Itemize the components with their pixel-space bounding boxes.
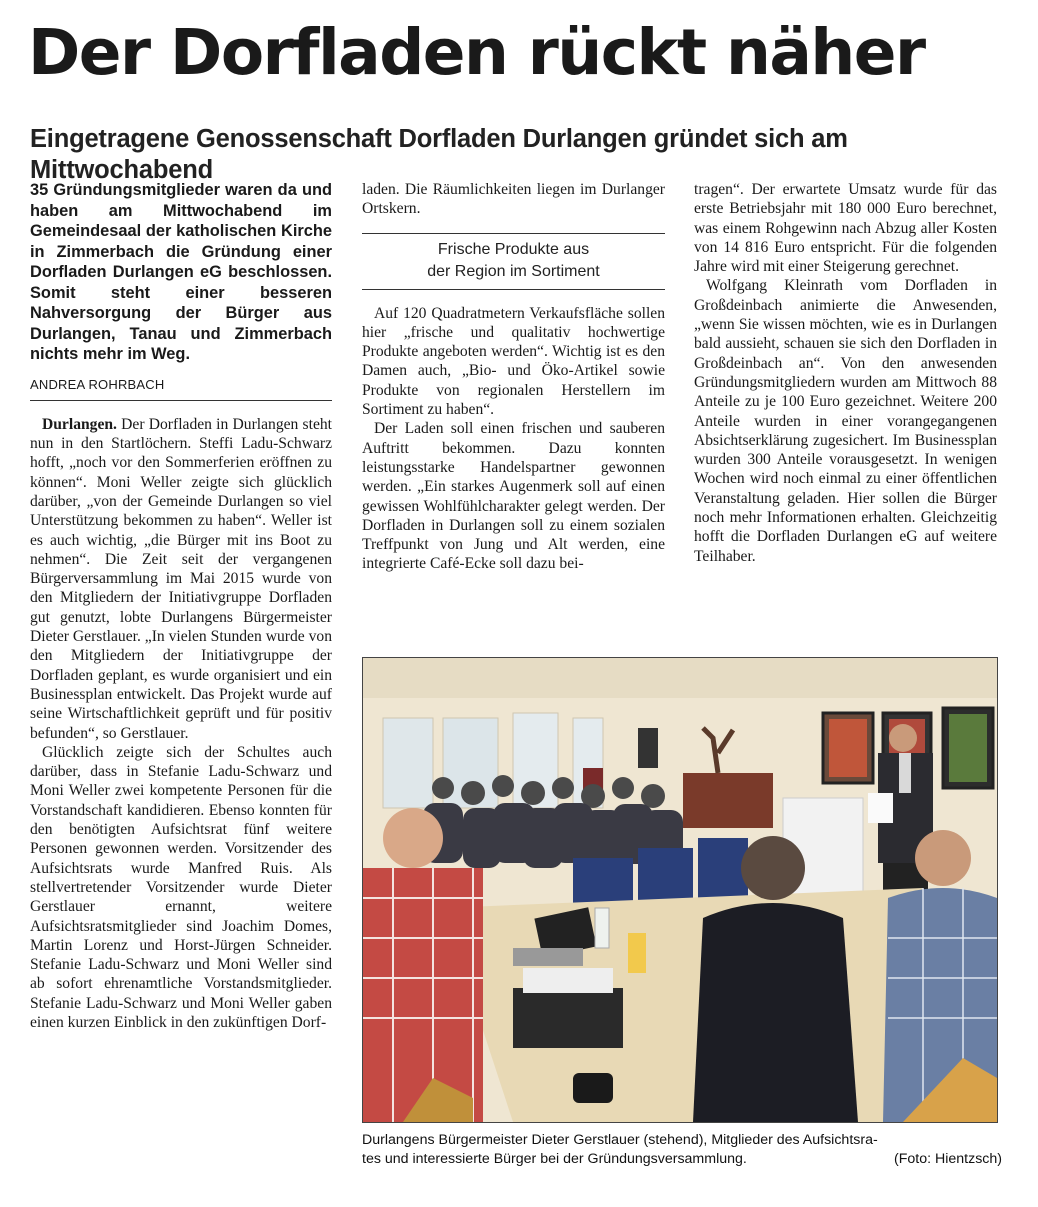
dateline: Durlangen. bbox=[42, 415, 117, 433]
meeting-photo-illustration bbox=[363, 658, 997, 1122]
crosshead-line: Frische Produkte aus bbox=[437, 240, 590, 258]
article-column-3 bbox=[694, 180, 997, 566]
body-paragraph bbox=[30, 415, 332, 743]
body-paragraph: Auf 120 Quadratmetern Verkaufsfläche sollen hier „frische und qualitativ hochwertige Produkte angeboten werden“. Wichtig ist es den Damen auch, „Bio- und Öko-Artikel sowie Produkte von regionalen Herstellern im Sortiment zu haben“. bbox=[362, 304, 665, 419]
article-column-1 bbox=[30, 180, 332, 1032]
author-byline: ANDREA ROHRBACH bbox=[30, 375, 332, 401]
lead-paragraph: 35 Gründungsmitglieder waren da und haben am Mittwochabend im Gemeindesaal der katholischen Kirche in Zimmerbach die Gründung einer Dorfladen Durlangen eG beschlossen. Somit steht einer besseren Nahversorgung der Bürger aus Durlangen, Tanau und Zimmerbach nichts mehr im Weg. bbox=[30, 181, 332, 363]
meeting-photo bbox=[362, 657, 998, 1123]
body-paragraph: Der Laden soll einen frischen und sauberen Auftritt bekommen. Dazu konnten leistungsstarke Handelspartner gewonnen werden. „Ein starkes Augenmerk soll auf einen gewissen Wohlfühlcharakter gelegt werden. Der Dorfladen in Durlangen soll zu einem sozialen Treffpunkt von Jung und Alt werden, eine integrierte Café-Ecke soll dazu bei- bbox=[362, 420, 665, 573]
body-paragraph: laden. Die Räumlichkeiten liegen im Durlanger Ortskern. bbox=[362, 181, 665, 218]
body-paragraph: tragen“. Der erwartete Umsatz wurde für das erste Betriebsjahr mit 180 000 Euro berechnet, was einem Rohgewinn nach Abzug aller Kosten von 14 816 Euro entspricht. Für die folgenden Jahre wird mit einer Steigerung gerechnet. bbox=[694, 181, 997, 276]
headline: Der Dorfladen rückt näher bbox=[28, 16, 925, 89]
article-column-2 bbox=[362, 180, 665, 574]
body-paragraph: Wolfgang Kleinrath vom Dorfladen in Großdeinbach animierte die Anwesenden, „wenn Sie wissen möchten, wie es in Durlangen bald aussieht, schauen sie sich den Dorfladen in Großdeinbach an“. Von den anwesenden Gründungsmitgliedern wurden am Mittwoch 88 Anteile zu je 100 Euro gezeichnet. Weitere 200 Anteile wurden in einer vorangegangenen Absichtserklärung zugesichert. Im Businessplan wurden 300 Anteile vorausgesetzt. In wenigen Wochen wird noch einmal zu einer öffentlichen Veranstaltung geladen. Hier sollen die Bürger noch mehr Informationen erhalten. Gleichzeitig hofft die Dorfladen Durlangen eG auf weitere Teilhaber. bbox=[694, 277, 997, 565]
photo-credit: (Foto: Hientzsch) bbox=[893, 1151, 1002, 1167]
body-text: Der Dorfladen in Durlangen steht nun in den Startlöchern. Steffi Ladu-Schwarz hofft, „noch vor den Sommerferien eröffnen zu können“. Moni Weller zeigte sich glücklich darüber, „von der Gemeinde Durlangen so viel Unterstützung bekommen zu haben“. Weller ist es auch wichtig, „die Bürger mit ins Boot zu nehmen“. Die Zeit seit der vergangenen Bürgerversammlung im Mai 2015 wurde von den Mitgliedern der Initiativgruppe Dorfladen gut genutzt, lobte Durlangens Bürgermeister Dieter Gerstlauer. „In vielen Stunden wurde von den Mitgliedern der Initiativgruppe der Dorfladen geplant, es wurde organisiert und ein Businessplan entwickelt. Das Projekt wurde auf seine Wirtschaftlichkeit geprüft und für positiv befunden“, so Gerstlauer. bbox=[30, 415, 332, 742]
photo-caption bbox=[362, 1131, 1002, 1169]
body-paragraph: Glücklich zeigte sich der Schultes auch darüber, dass in Stefanie Ladu-Schwarz und Moni Weller zwei kompetente Personen für die Vorstandschaft kandidieren. Ebenso konnten für den benötigten Aufsichtsrat fünf weitere Personen gewonnen werden. Vorsitzender des Aufsichtsrats wurde Manfred Ruis. Als stellvertretender Vorsitzender wurde Dieter Gerstlauer ernannt, weitere Aufsichtsratsmitglieder sind Joachim Domes, Martin Lorenz und Horst-Jürgen Schneider. Stefanie Ladu-Schwarz und Moni Weller sind ab sofort ehrenamtliche Vorstandsmitglieder. Stefanie Ladu-Schwarz und Moni Weller gaben einen kurzen Einblick in den zukünftigen Dorf- bbox=[30, 743, 332, 1031]
caption-text: tes und interessierte Bürger bei der Gründungsversammlung. bbox=[362, 1151, 747, 1167]
crosshead-line: der Region im Sortiment bbox=[427, 262, 600, 280]
caption-line: Durlangens Bürgermeister Dieter Gerstlauer (stehend), Mitglieder des Aufsichtsra- bbox=[362, 1132, 878, 1148]
caption-line bbox=[362, 1150, 1002, 1169]
crosshead bbox=[362, 233, 665, 290]
subheadline: Eingetragene Genossenschaft Dorfladen Durlangen gründet sich am Mittwochabend bbox=[30, 125, 848, 184]
